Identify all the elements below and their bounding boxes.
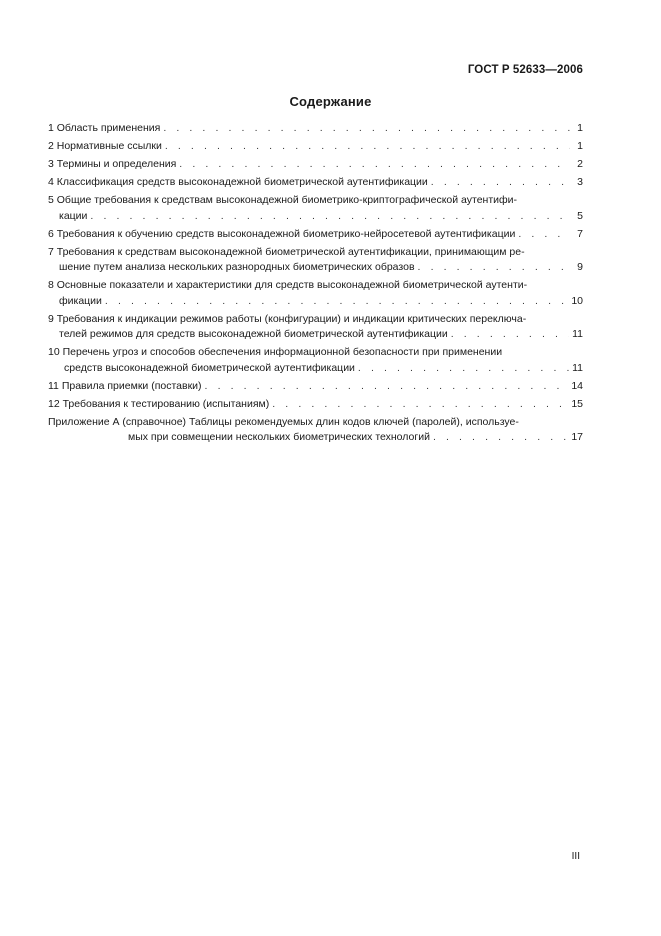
toc-entry-text-continued: шение путем анализа нескольких разнородных биометрических образов xyxy=(59,261,415,273)
toc-entry-4[interactable] xyxy=(48,175,583,191)
standard-code: ГОСТ Р 52633—2006 xyxy=(467,64,583,76)
toc-entry-text-continued: фикации xyxy=(59,294,102,307)
dot-leader xyxy=(205,379,569,395)
toc-entry-text: 11 Правила приемки (поставки) xyxy=(48,379,202,392)
toc-entry-text: 2 Нормативные ссылки xyxy=(48,140,162,152)
toc-entry-text: 3 Термины и определения xyxy=(48,158,177,170)
dot-leader xyxy=(451,327,569,343)
dot-leader xyxy=(90,209,570,225)
toc-entry-12[interactable] xyxy=(48,397,583,413)
page-number: III xyxy=(571,851,580,862)
dot-leader xyxy=(163,121,570,137)
toc-page-number: 11 xyxy=(572,328,583,340)
toc-page-number: 11 xyxy=(572,361,583,374)
toc-page-number: 17 xyxy=(571,431,583,443)
toc-entry-text: 7 Требования к средствам высоконадежной биометрической аутентификации, принимающим ре- xyxy=(48,245,525,258)
toc-entry-text: 8 Основные показатели и характеристики для средств высоконадежной биометрической аутенти- xyxy=(48,279,528,291)
page-title: Содержание xyxy=(289,94,372,109)
toc-entry-7[interactable] xyxy=(48,245,583,276)
dot-leader xyxy=(433,430,568,446)
dot-leader xyxy=(179,157,570,173)
table-of-contents xyxy=(48,121,583,448)
toc-page-number: 7 xyxy=(577,227,583,240)
toc-page-number: 1 xyxy=(577,140,583,152)
toc-page-number: 5 xyxy=(577,209,583,222)
toc-entry-text: 9 Требования к индикации режимов работы (конфигурации) и индикации критических переключа- xyxy=(48,312,527,325)
toc-page-number: 3 xyxy=(577,176,583,188)
toc-appendix-text-continued: мых при совмещении нескольких биометрических технологий xyxy=(128,431,430,443)
dot-leader xyxy=(358,361,569,377)
toc-page-number: 15 xyxy=(571,397,583,410)
toc-appendix-text: Приложение А (справочное) Таблицы рекомендуемых длин кодов ключей (паролей), используе- xyxy=(48,415,519,428)
toc-entry-text: 4 Классификация средств высоконадежной биометрической аутентификации xyxy=(48,176,428,188)
toc-entry-3[interactable] xyxy=(48,157,583,173)
toc-entry-text: 6 Требования к обучению средств высоконадежной биометрико-нейросетевой аутентификации xyxy=(48,227,516,240)
toc-entry-text: 10 Перечень угроз и способов обеспечения информационной безопасности при применении xyxy=(48,346,503,358)
toc-entry-text: 12 Требования к тестированию (испытаниям) xyxy=(48,397,270,410)
toc-entry-10[interactable] xyxy=(48,345,583,376)
dot-leader xyxy=(518,227,570,243)
dot-leader xyxy=(165,139,570,155)
toc-page-number: 2 xyxy=(577,158,583,170)
toc-entry-9[interactable] xyxy=(48,312,583,343)
toc-entry-appendix-a[interactable] xyxy=(48,415,583,446)
toc-entry-8[interactable] xyxy=(48,278,583,309)
toc-entry-1[interactable] xyxy=(48,121,583,137)
toc-page-number: 14 xyxy=(571,379,583,392)
toc-entry-2[interactable] xyxy=(48,139,583,155)
dot-leader xyxy=(105,294,568,310)
toc-entry-5[interactable] xyxy=(48,193,583,224)
toc-entry-text: 1 Область применения xyxy=(48,122,161,134)
toc-entry-text-continued: средств высоконадежной биометрической аутентификации xyxy=(64,361,355,374)
dot-leader xyxy=(431,175,570,191)
toc-entry-11[interactable] xyxy=(48,379,583,395)
toc-page-number: 9 xyxy=(577,261,583,273)
toc-entry-text-continued: телей режимов для средств высоконадежной биометрической аутентификации xyxy=(59,328,448,340)
toc-page-number: 10 xyxy=(571,294,583,307)
toc-entry-6[interactable] xyxy=(48,227,583,243)
dot-leader xyxy=(272,397,568,413)
dot-leader xyxy=(418,260,570,276)
toc-entry-text-continued: кации xyxy=(59,209,88,222)
toc-entry-text: 5 Общие требования к средствам высоконадежной биометрико-криптографической аутентифи- xyxy=(48,194,518,206)
toc-page-number: 1 xyxy=(577,122,583,134)
